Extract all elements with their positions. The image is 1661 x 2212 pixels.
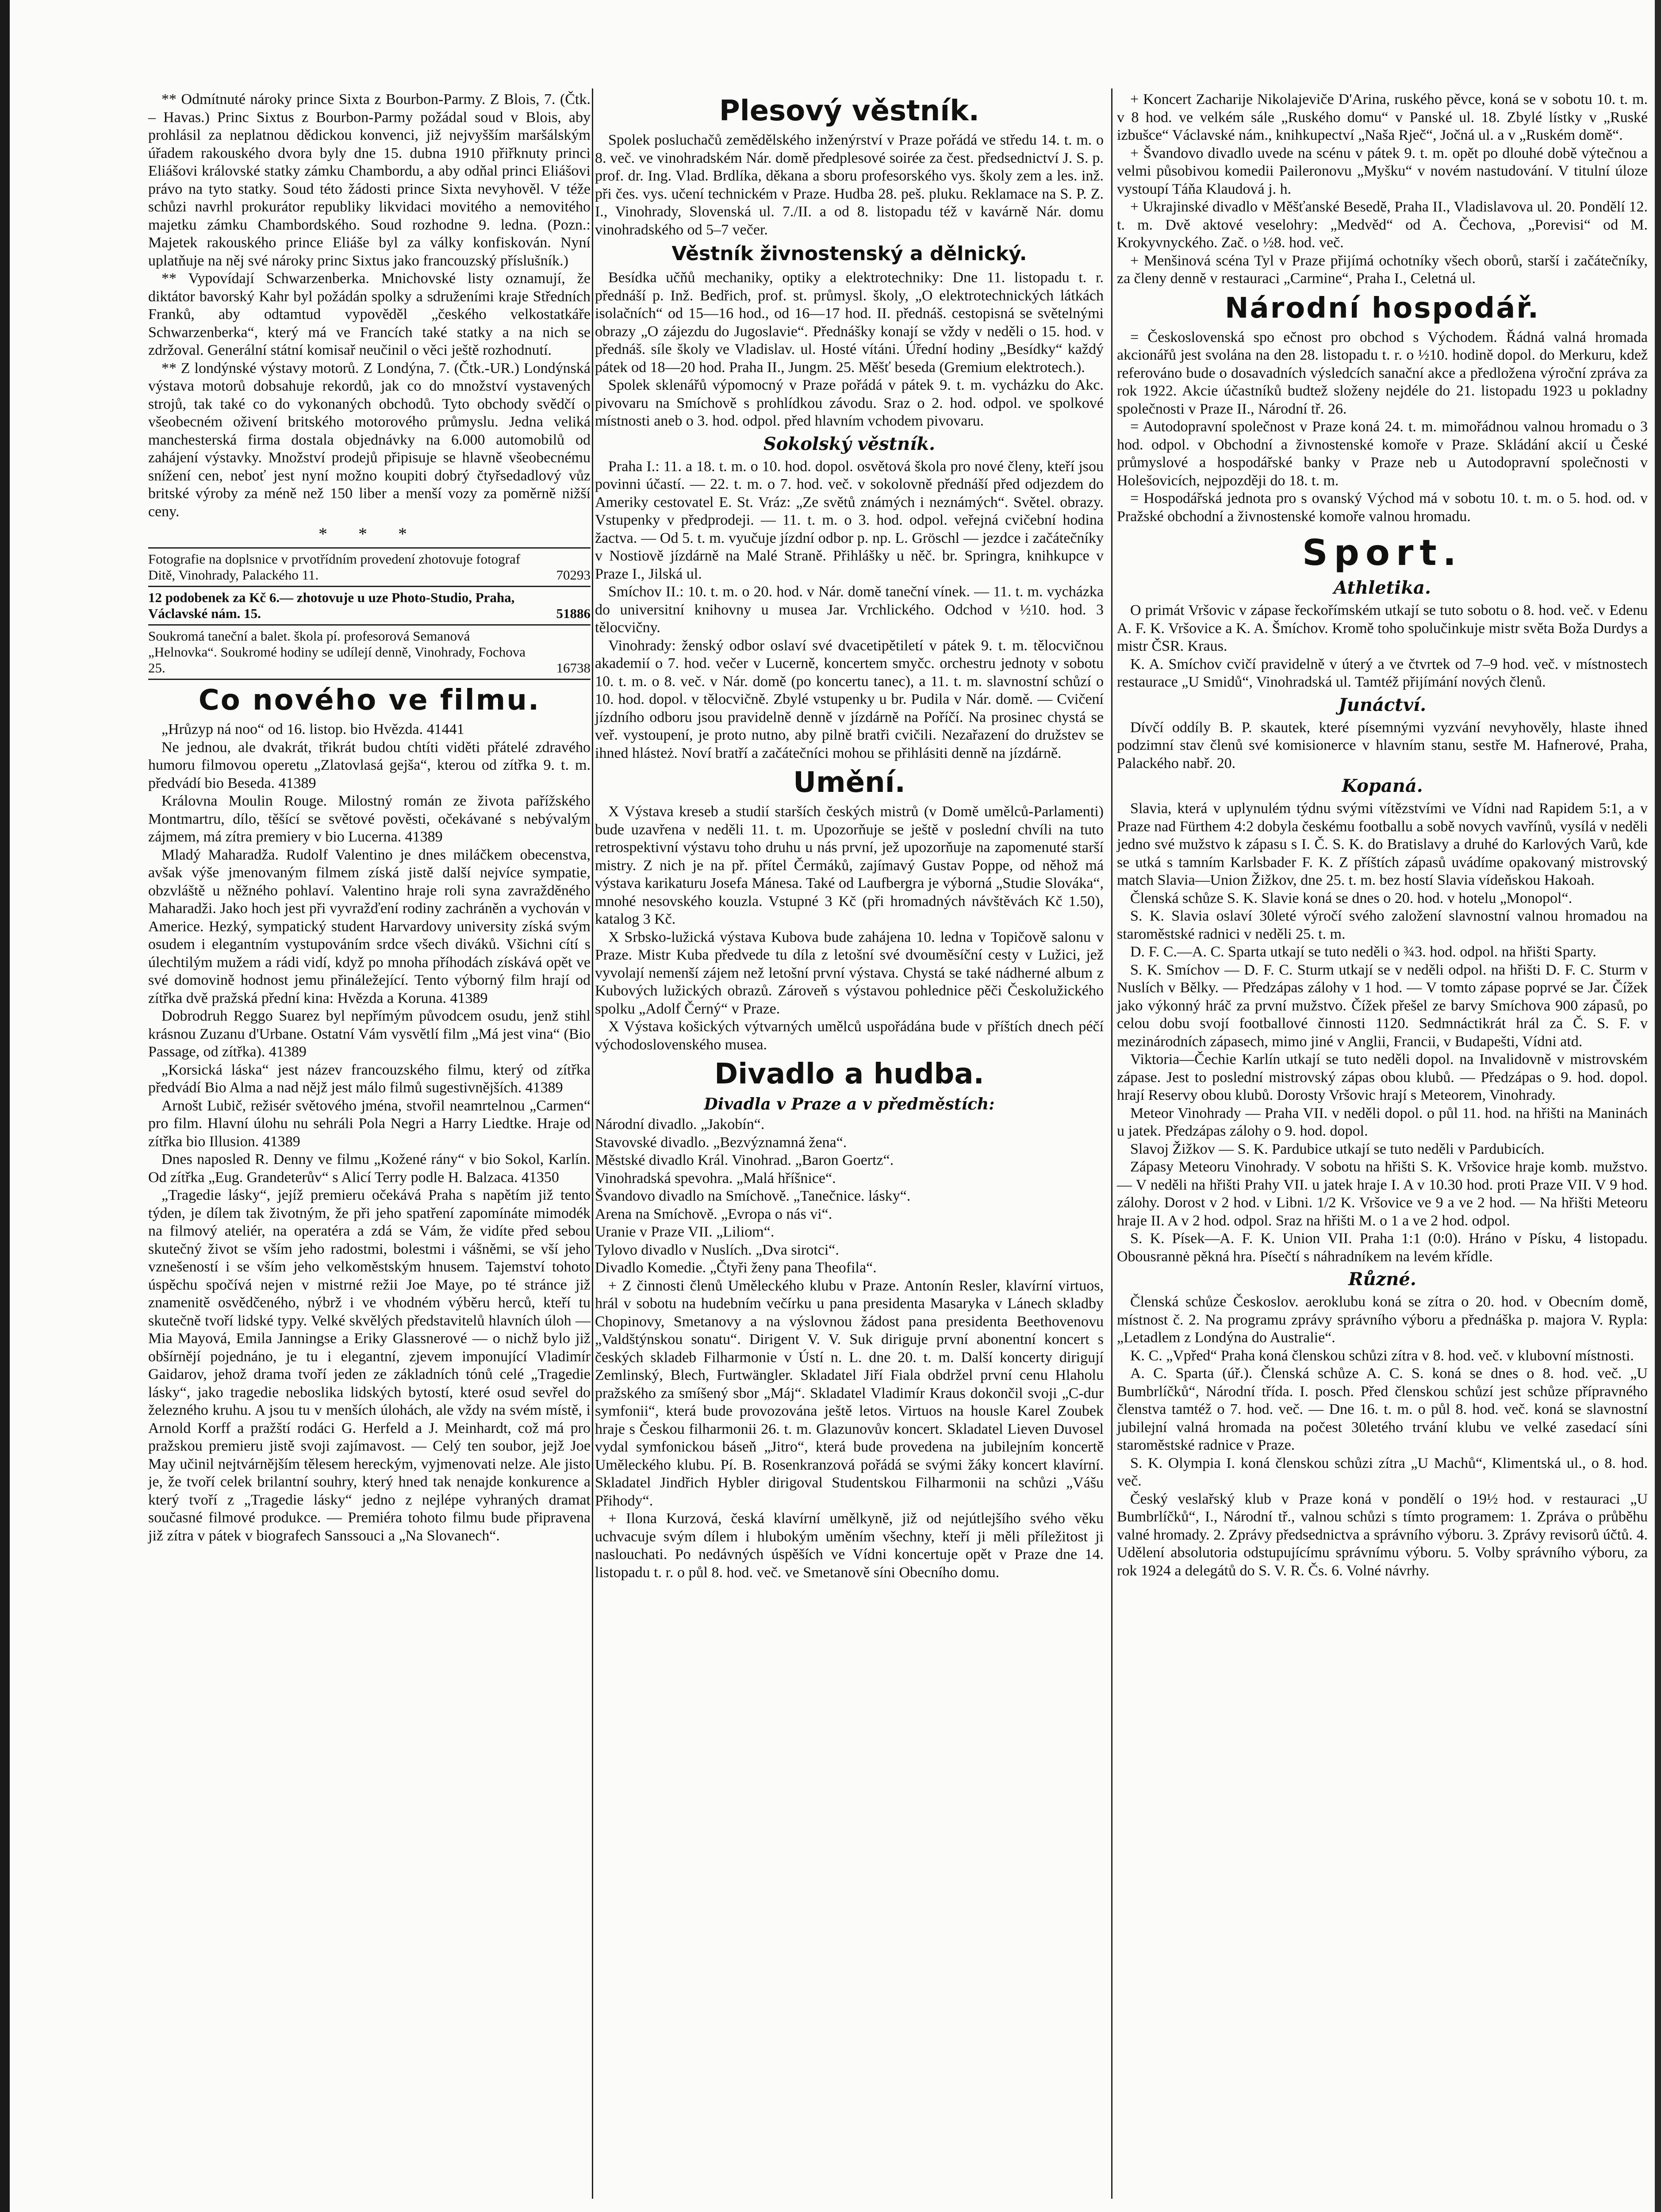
sport-item: O primát Vršovic v zápase řeckořímském utkají se tuto sobotu o 8. hod. več. v Edenu A. F. K. Vršovice a K. A. Šmíchov. Kromě toho spolučinkuje mistr světa Boža Durdys a mistr ČSR. Kraus. [1117, 602, 1648, 654]
section-heading-ples: Plesový věstník. [719, 95, 980, 127]
sport-item: Slavoj Žižkov — S. K. Pardubice utkají se tuto neděli v Pardubicích. [1130, 1141, 1545, 1157]
theatre-list [595, 1116, 1104, 1277]
divider [148, 547, 591, 549]
scan-edge-left [0, 0, 10, 2212]
section-heading-zivnostensky: Věstník živnostenský a dělnický. [671, 242, 1027, 265]
umeni-item: X Srbsko-lužická výstava Kubova bude zahájena 10. ledna v Topičově salonu v Praze. Mistr Kuba předvede tu díla z letošní své dvouměsíční cesty v Lužici, jež vyvolají nemenší zájem než letošní první výstava. Chystá se také nádherné album z Kubových lužických obrazů. Zároveň s výstavou pohlednice pěči Českolužického spolku „Adolf Černý“ v Praze. [595, 929, 1104, 1017]
theatre-item: Městské divadlo Král. Vinohrad. „Baron Goertz“. [595, 1152, 894, 1168]
sport-item: D. F. C.—A. C. Sparta utkají se tuto neděli o ¾3. hod. odpol. na hřišti Sparty. [1130, 944, 1596, 960]
subheading-kopana: Kopaná. [1342, 776, 1423, 796]
culture-item: + Švandovo divadlo uvede na scénu v pátek 9. t. m. opět po dlouhé době výtečnou a velmi působivou komedii Paileronovu „Myšku“ v novém nastudování. V titulní úloze vystoupí Táňa Klaudová j. h. [1117, 145, 1648, 197]
misc-item: K. C. „Vpřed“ Praha koná členskou schůzi zítra v 8. hod. več. v klubovní místnosti. [1130, 1347, 1634, 1364]
column-rule-2 [1111, 88, 1112, 2199]
theatre-item: Arena na Smíchově. „Evropa o nás vi“. [595, 1206, 832, 1222]
article-schwarzenberk: ** Vypovídají Schwarzenberka. Mnichovské listy oznamují, že diktátor bavorský Kahr byl požádán spolky a sdruženími kraje Středních Franků, aby odtamtud vypověděl „českého velkostatkáře Schwarzenberka“, který má ve Francích také statky a na nich se zdržoval. Generální státní komisař neučinil o věci ještě rozhodnutí. [148, 270, 591, 358]
film-item: Dobrodruh Reggo Suarez byl nepřímým původcem osudu, jenž stihl krásnou Zuzanu d'Urbane. Ostatní Vám vysvětlí film „Má jest vina“ (Bio Passage, od zítřka). 41389 [148, 1008, 591, 1060]
sport-item: Slavia, která v uplynulém týdnu svými vítězstvími ve Vídni nad Rapidem 5:1, a v Praze nad Fürthem 4:2 dobyla českému footballu a sobě novych vavřínů, vysílá v neděli jedno své mužstvo k zápasu s I. Č. S. K. do Bratislavy a druhé do Karlových Varů, kde se utká s tamním Karlsbader F. K. Z příštích zápasů uvádíme opakovaný mistrovský match Slavia—Union Žižkov, dne 25. t. m. bez hostí Slavia vídeňskou Hakoah. [1117, 800, 1648, 888]
sokol-item: Vinohrady: ženský odbor oslaví své dvacetipětiletí v pátek 9. t. m. tělocvičnou akademií o 7. hod. večer v Lucerně, koncertem smyčc. orchestru jednoty v sobotu 10. t. m. o 8. več. v Nár. domě (po koncertu tanec), a 11. t. m. slavnostní schůzí o 10. hod. dopol. v tělocvičně. Zbylé vstupenky u br. Pudila v Nár. domě. — Cvičení jízdního odboru jsou pravidelně denně v jízdárně na Poříčí. Na prosinec chystá se veř. vystoupení, je proto nutno, aby pilně bratři cvičili. Nezařazení do družstev se ihned hlásteż. Noví bratří a začátečníci mohou se přihlásiti denně na jízdárně. [595, 637, 1104, 761]
theatre-item: Tylovo divadlo v Nuslích. „Dva sirotci“. [595, 1241, 839, 1258]
article-london-motor-show: ** Z londýnské výstavy motorů. Z Londýna, 7. (Čtk.-UR.) Londýnská výstava motorů dobsahuje rekordů, jak co do množství vystavených strojů, tak také co do vykonaných obchodů. Tyto obchody svědčí o všeobecném oživení britského motorového průmyslu. Jedna veliká manchesterská firma dostala objednávky na 6.000 automobilů od zahájení výstavky. Množství prodejů připisuje se hlavně všeobecnému snížení cen, neboť jest nyní možno koupiti dobrý čtyřsedadlový vůz britské výroby za méně než 150 liber a menší vozy za poměrně nižší ceny. [148, 360, 591, 520]
sokol-item: Smíchov II.: 10. t. m. o 20. hod. v Nár. domě taneční vínek. — 11. t. m. vycházka do universitní knihovny u musea Jar. Vrchlického. Odchod v ½10. hod. 3 tělocvičny. [595, 584, 1104, 636]
classified-ad: 12 podobenek za Kč 6.— zhotovuje u uze Photo-Studio, Praha, Václavské nám. 15. 51886 [148, 590, 591, 621]
sport-item: S. K. Smíchov — D. F. C. Sturm utkají se v neděli odpol. na hřišti D. F. C. Sturm v Nuslích v Bělky. — Předzápas zálohy v 1 hod. — V tomto zápase poprvé se Jar. Čížek jako výkonný hráč za první mužstvo. Čížek přešel ze barvy Smíchova 900 zápasů, po celou dobu svojí footballové činnosti 1120. Sedmnáctikrát hrál za Č. S. F. v mezinárodních zápasech, mimo jiné v Anglii, Francii, v Budapešti, Vídni atd. [1117, 961, 1648, 1050]
film-item: „Korsická láska“ jest název francouzského filmu, který od zítřka předvádí Bio Alma a nad nějž jest málo filmů sugestivnějších. 41389 [148, 1061, 591, 1096]
economy-item: = Autodopravní společnost v Praze koná 24. t. m. mimořádnou valnou hromadu o 3 hod. odpol. v Obchodní a živnostenské komoře v Praze. Skládání akcií u České průmyslové a hospodářské banky v Praze neb u Autodopravní společnosti v Holešovicích, nejpozději do 18. t. m. [1117, 419, 1648, 489]
column-left [148, 91, 591, 1545]
sport-item: S. K. Slavia oslaví 30leté výročí svého založení slavnostní valnou hromadou na staroměstské radnici v neděli 25. t. m. [1117, 908, 1648, 942]
sport-item: Členská schůze S. K. Slavie koná se dnes o 20. hod. v hotelu „Monopol“. [1130, 890, 1573, 906]
sport-item: Zápasy Meteoru Vinohrady. V sobotu na hřišti S. K. Vršovice hraje komb. mužstvo. — V neděli na hřišti Prahy VII. u jatek hraje I. A v 10.30 hod. proti Praze VII. V 9 hod. zálohy. Dorost v 2 hod. v Libni. 1/2 K. Vršovice ve 9 a ve 2 hod. — Na hřišti Meteoru hraje II. A v 2 hod. odpol. Sraz na hřišti M. o 1 a ve 2 hod. odpol. [1117, 1159, 1648, 1229]
sport-item: K. A. Smíchov cvičí pravidelně v úterý a ve čtvrtek od 7–9 hod. več. v místnostech restaurace „U Smidů“, Vinohradská ul. Tamtéž přijímání nových členů. [1117, 656, 1648, 690]
sport-item: Viktoria—Čechie Karlín utkají se tuto neděli dopol. na Invalidovně v mistrovském zápase. Jest to poslední mistrovský zápas obou klubů. — Předzápas o 9. hod. dopol. hrají Reservy obou klubů. Dorosty Vršovic hrají s Meteorem, Vinohrady. [1117, 1051, 1648, 1103]
section-heading-film: Co nového ve filmu. [198, 684, 541, 717]
sport-item: S. K. Písek—A. F. K. Union VII. Praha 1:1 (0:0). Hráno v Písku, 4 listopadu. Obousrannė pěkná hra. Písečtí s náhradníkem na levém křídle. [1117, 1230, 1648, 1265]
economy-item: = Československá spo ečnost pro obchod s Východem. Řádná valná hromada akcionářů jest svolána na den 28. listopadu t. r. o ½10. hodině dopol. do Merkuru, kdež referováno bude o dosavadních výsledcích sanační akce a předložena výroční zpráva za rok 1922. Akcie účastníků budtež složeny nejdéle do 21. listopadu 1923 u pokladny společnosti v Praze II., Národní tř. 26. [1117, 329, 1648, 417]
zivn-item: Spolek sklenářů výpomocný v Praze pořádá v pátek 9. t. m. vycházku do Akc. pivovaru na Smíchově s prohlídkou závodu. Sraz o 2. hod. odpol. ve spolkové místnosti aneb o 3. hod. odpol. před hlavním vchodem pivovaru. [595, 377, 1104, 429]
divider [148, 586, 591, 587]
column-middle [595, 91, 1104, 1582]
film-item: Královna Moulin Rouge. Milostný román ze života pařížského Montmartru, dílo, těšící se světové pověsti, očekávané s nebývalým zájmem, má zítra premiery v bio Lucerna. 41389 [148, 793, 591, 845]
zivn-item: Besídka učňů mechaniky, optiky a elektrotechniky: Dne 11. listopadu t. r. přednáší p. Inž. Bedřich, prof. st. průmysl. školy, „O elektrotechnických látkách isolačních“ od 15—16 hod., od 16—17 hod. II. přednáš. cestopisná se světelnými obrazy „O zájezdu do Jugoslavie“. Přednášky konají se vždy v neděli o 15. hod. v přednáš. síle školy ve Vladislav. ul. Hosté vítáni. Úřední hodiny „Besídky“ každý pátek od 18—20 hod. Praha II., Jungm. 25. Měšť beseda (Gremium elektrotech.). [595, 269, 1104, 376]
sokol-item: Praha I.: 11. a 18. t. m. o 10. hod. dopol. osvětová škola pro nové členy, kteří jsou povinni účastí. — 22. t. m. o 7. hod. več. v sokolovně přednáší před odjezdem do Ameriky cestovatel E. St. Vráz: „Ze světů známých i neznámých“. Světel. obrazy. Vstupenky v předprodeji. — 11. t. m. o 3. hod. odpol. veřejná cvičební hodina žactva. — Od 5. t. m. vyučuje jízdní odbor p. np. L. Gröschl — jezdce i začátečníky v Nostiově jízdárně na Malé Straně. Přihlášky u něč. br. Springra, knihkupce v Praze I., Jilská ul. [595, 458, 1104, 582]
section-heading-umeni: Umění. [793, 766, 905, 799]
sport-item: Meteor Vinohrady — Praha VII. v neděli dopol. o půl 11. hod. na hřišti na Maninách u jatek. Předzápas zálohy o 9. hod. dopol. [1117, 1105, 1648, 1139]
section-separator: * * * [318, 524, 420, 544]
misc-item: S. K. Olympia I. koná členskou schůzi zítra „U Machů“, Klimentská ul., o 8. hod. več. [1117, 1455, 1648, 1489]
theatre-item: Vinohradská spevohra. „Malá hříšnice“. [595, 1170, 836, 1187]
subheading-athletika: Athletika. [1334, 577, 1431, 598]
theatre-item: Národní divadlo. „Jakobín“. [595, 1116, 765, 1133]
misc-item: Členská schůze Českoslov. aeroklubu koná se zítra o 20. hod. v Obecním domě, místnost č. 2. Na programu zprávy správního výboru a přednáška p. majora V. Rypla: „Letadlem z Londýna do Australie“. [1117, 1294, 1648, 1346]
section-heading-sport: Sport. [1302, 532, 1462, 573]
theatre-item: Švandovo divadlo na Smíchově. „Tanečnice. lásky“. [595, 1188, 911, 1204]
umeni-item: X Výstava košických výtvarných umělců uspořádána bude v příštích dnech péčí východoslovenského musea. [595, 1018, 1104, 1053]
culture-item: + Menšinová scéna Tyl v Praze přijímá ochotníky všech oborů, starší i začátečníky, za členy denně v restauraci „Carmine“, Praha I., Celetná ul. [1117, 252, 1648, 287]
film-item: „Hrůzyp ná noo“ od 16. listop. bio Hvězda. 41441 [161, 721, 464, 737]
film-item: Dnes naposled R. Denny ve filmu „Kožené rány“ v bio Sokol, Karlín. Od zítřka „Eug. Grandeterův“ s Alicí Terry podle H. Balzaca. 41350 [148, 1151, 591, 1186]
misc-item: A. C. Sparta (úř.). Členská schůze A. C. S. koná se dnes o 8. hod. več. „U Bumbrlíčků“, Národní třída. I. posch. Před členskou schůzí jest schůze přípravného členstva tamtéž o 7. hod. več. — Dne 16. t. m. o půl 8. hod. več. koná se slavnostní jubilejní valná hromada na počest 30letého trvání klubu ve velké zasedací síni staroměstské radnice v Praze. [1117, 1365, 1648, 1453]
classified-ad: Fotografie na doplsnice v prvotřídním provedení zhotovuje fotograf Ditě, Vinohrady, Palackého 11. 70293 [148, 551, 591, 583]
culture-item: + Koncert Zacharije Nikolajeviče D'Arina, ruského pěvce, koná se v sobotu 10. t. m. v 8 hod. ve velkém sále „Ruského domu“ v Panské ul. 18. Zbylé lístky v „Ruské izbušce“ Václavské nám., knihkupectví „Naša Rječ“, Jočná ul. a v „Ruském domě“. [1117, 91, 1648, 143]
misc-item: Český veslařský klub v Praze koná v pondělí o 19½ hod. v restauraci „U Bumbrlíčků“, I., Národní tř., valnou schůzi s tímto programem: 1. Zpráva o průběhu valné hromady. 2. Zprávy předsednictva a správního výboru. 3. Zprávy revisorů účtů. 4. Udělení absolutoria odstupujícímu správnímu výboru. 5. Volby správního výboru, za rok 1924 a delegátů do S. V. R. Čs. 6. Volné návrhy. [1117, 1490, 1648, 1579]
umeni-item: X Výstava kreseb a studií starších českých mistrů (v Domě umělců-Parlamenti) bude uzavřena v neděli 11. t. m. Upozorňuje se ještě v poslední chvíli na tuto retrospektivní výstavu toho druhu u nás první, jež upozorňuje na zapomenuté starší mistry. Z nich je na př. přítel Čermáků, zajímavý Gustav Poppe, od něhož má výstava karikaturu Josefa Mánesa. Také od Laufbergra je výborná „Studie Slováka“, mnohé nesovského kouzla. Vstupné 3 Kč (při hromadných návštěvách Kč 1.50), katalog 3 Kč. [595, 803, 1104, 927]
film-item: Arnošt Lubič, režisér světového jména, stvořil neamrtelnou „Carmen“ pro film. Hlavní úlohu nu sehráli Pola Negri a Harry Liedtke. Hraje od zítřka bio Illusion. 41389 [148, 1097, 591, 1150]
section-heading-hospodar: Národní hospodář. [1224, 292, 1540, 325]
column-right [1117, 91, 1648, 1580]
subheading-ruzne: Různé. [1348, 1269, 1416, 1290]
theatre-item: Divadlo Komedie. „Čtyři ženy pana Theofila“. [595, 1260, 877, 1276]
article-sixtus: ** Odmítnuté nároky prince Sixta z Bourbon-Parmy. Z Blois, 7. (Čtk. – Havas.) Princ Sixtus z Bourbon-Parmy požádal soud v Blois, aby prohlásil za neplatnou dědickou konvenci, již nejvyšším maršálským úřadem rakouského dvora byly dne 15. dubna 1910 přiřknuty princi Eliášovi královské statky zámku Chambordu, a aby odňal princi Eliášovi právo na tyto statky. Soud této žádosti prince Sixta nevyhověl. V téže schůzi navrhl prokurátor republiky likvidaci movitého a nemovitého majetku zámku Chambordského. Soud rozhodne 9. ledna. (Pozn.: Majetek rakouského prince Eliáše byl za války konfiskován. Nyní uplatňuje na něj své nároky princ Sixtus jako francouzský příslušník.) [148, 91, 591, 269]
economy-item: = Hospodářská jednota pro s ovanský Východ má v sobotu 10. t. m. o 5. hod. od. v Pražské obchodní a živnostenské komoře valnou hromadu. [1117, 490, 1648, 525]
sport-item: Dívčí oddíly B. P. skautek, které písemnými vyzvání nevyhověly, hlaste ihned podzimní stav členů své komisionerce v hlavním stanu, sestře M. Hafnerové, Praha, Palackého nabř. 20. [1117, 719, 1648, 772]
music-item: + Ilona Kurzová, česká klavírní umělkyně, již od nejútlejšího svého věku uchvacuje svým dílem i hlubokým uměním všechny, kteří ji měli příležitost ji naslouchati. Po nedávných úspěších ve Vídni koncertuje opět v Praze dne 14. listopadu t. r. o půl 8. hod. več. ve Smetanově síni Obecního domu. [595, 1510, 1104, 1581]
subheading-junactvi: Junáctví. [1338, 694, 1427, 715]
column-rule-1 [592, 88, 593, 2199]
scan-edge-right [1655, 0, 1661, 2212]
divider [148, 679, 591, 680]
film-item: Mladý Maharadža. Rudolf Valentino je dnes miláčkem obecenstva, avšak výše jmenovaným filmem získá jistě další nejvíce sympatie, obzvláště u něžného pohlaví. Valentino hraje roli syna zavražděného Maharadži. Jako hoch jest při vyvražďení rodiny zachráněn a vychován v Americe. Hezký, sympatický student Harvardovy university získá svým osudem i elegantním vystupováním srdce všech diváků. Všichni cítí s úlechtilým mužem a rádi vidí, když po mnoha příhodách získává opět ve své domovině hodnost jemu přináležející. Tento výborný film hrají od zítřka dvě pražská přední kina: Hvězda a Koruna. 41389 [148, 846, 591, 1006]
theatre-item: Stavovské divadlo. „Bezvýznamná žena“. [595, 1134, 847, 1151]
subheading-divadla: Divadla v Praze a v předměstích: [704, 1095, 995, 1114]
music-item: + Z činnosti členů Uměleckého klubu v Praze. Antonín Resler, klavírní virtuos, hrál v sobotu na hudebním večírku u pana presidenta Masaryka v Lánech skladby Chopinovy, Smetanovy a na výslovnou žádost pana presidenta Beethovenovu „Valdštýnskou sonatu“. Dirigent V. V. Suk diriguje první abonentní koncert s českých skladeb Filharmonie v Ústí n. L. dne 20. t. m. Další koncerty dirigují Zemlinský, Blech, Furtwängler. Skladatel Jiří Fiala obdržel první cenu Hlaholu pražského za smíšený sbor „Máj“. Skladatel Vladimír Kraus dokončil svoji „C-dur symfonii“, která bude provozována ještě letos. Virtuos na housle Karel Zoubek hraje s Českou filharmonii 26. t. m. Glazunovův koncert. Skladatel Lieven Duvosel vydal symfonickou báseň „Jitro“, která bude provedena na jubilejním koncertě Uměleckého klubu. Pí. B. Rosenkranzová pořádá se svými žáky koncert klavírní. Skladatel Jindřich Hybler dirigoval Studentskou Filharmonii na schůzi „Vášu Přihody“. [595, 1277, 1104, 1509]
section-heading-divadlo: Divadlo a hudba. [714, 1058, 984, 1091]
classified-ad: Soukromá taneční a balet. škola pí. profesorová Semanová „Helnovka“. Soukromé hodiny se udílejí denně, Vinohrady, Fochova 25. 16738 [148, 628, 591, 676]
divider [148, 624, 591, 626]
film-item: Ne jednou, ale dvakrát, třikrát budou chtíti viděti přátelé zdravého humoru filmovou operetu „Zlatovlasá gejša“, kterou od zítřka 9. t. m. předvádí bio Beseda. 41389 [148, 739, 591, 791]
theatre-item: Uranie v Praze VII. „Liliom“. [595, 1224, 775, 1240]
section-heading-sokol: Sokolský věstník. [763, 433, 936, 454]
culture-item: + Ukrajinské divadlo v Měšťanské Besedě, Praha II., Vladislavova ul. 20. Pondělí 12. t. m. Dvě aktové veselohry: „Medvěd“ od A. Čechova, „Porevisi“ od M. Krokyvnyckého. Zač. o ½8. hod. več. [1117, 199, 1648, 251]
film-item: „Tragedie lásky“, jejíž premieru očekává Praha s napětím již tento týden, je dílem tak životným, že při jeho spatření zapomínáte mimodék na filmový ateliér, na operatéra a zdá se Vám, že vidíte před sebou skutečný život se vším jeho radostmi, bolestmi i vášněmi, se vší jeho vznešeností i se vším jeho velkoměstským hnusem. Tajemství tohoto úspěchu spočívá nejen v mistrné režii Joe Maye, po té stránce již znamenitě osvědčeného, nýbrž i ve vhodném výběru herců, kteří tu skutečně tvoří lidské typy. Velké skvělých představitelů hlavních úloh — Mia Mayová, Emila Janningse a Eriky Glassnerové — o nichž bylo již obšírnějí pojednáno, je tu i elegantní, zjevem imponující Vladimír Gaidarov, jehož drama tvoří jeden ze základních tónů celé „Tragedie lásky“, jako tragedie neboslika lidských bytostí, které osud sevřel do železného kruhu. A jsou tu v menších úlohách, ale vždy na svém místě, i Arnold Korff a pražští rodáci G. Herfeld a J. Meinhardt, což má pro pražskou premieru jistě svoji zajímavost. — Celý ten soubor, jejž Joe May učinil nejtvárnějším tělesem hereckým, vyjmenovati nelze. Ale jisto je, že tvoří celek brilantní souhry, který hned tak nenajde konkurence a který tvoří z „Tragedie lásky“ jedno z nejlépe vyhraných dramat současné filmové produkce. — Premiéra tohoto filmu bude připravena již zítra v pátek v biografech Sanssouci a „Na Slovanech“. [148, 1187, 591, 1544]
ples-item: Spolek posluchačů zemědělského inženýrství v Praze pořádá ve středu 14. t. m. o 8. več. ve vinohradském Nár. domě předplesové soirée za čest. předsednictví J. S. p. prof. dr. Ing. Vlad. Brdlíka, děkana a sboru profesorského vys. školy zem a les. inž. při čes. vys. učení technickém v Praze. Hudba 28. peš. pluku. Reklamace na S. P. Z. I., Vinohrady, Slovenská ul. 7./II. a od 8. listopadu též v kavárně Nár. domu vinohradského od 5–7 večer. [595, 132, 1104, 238]
